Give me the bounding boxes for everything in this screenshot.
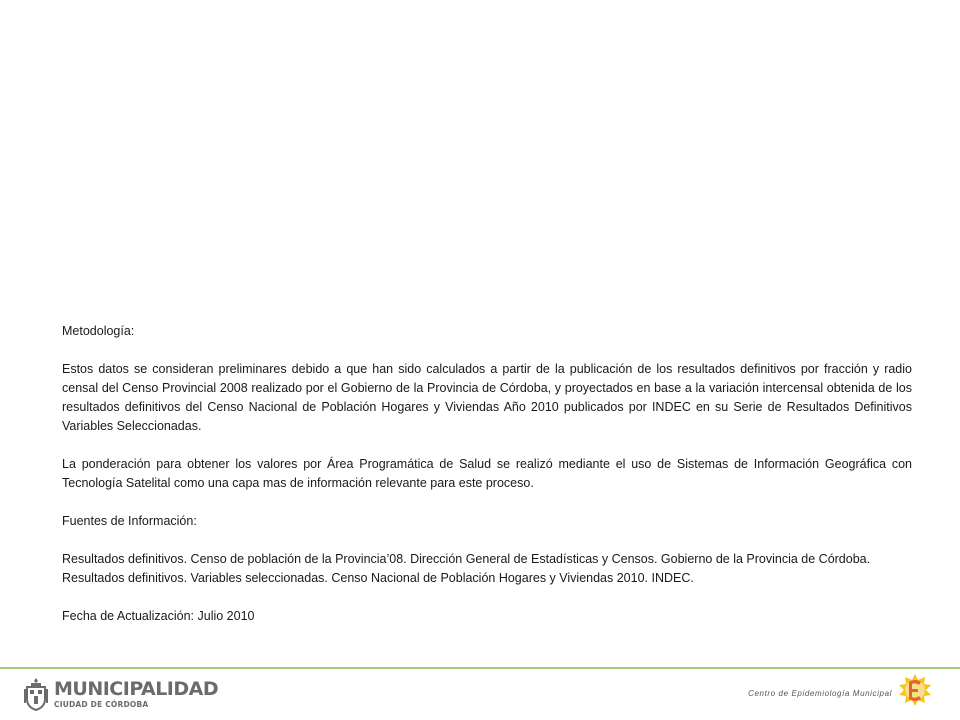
document-body (62, 322, 912, 645)
source-item: Resultados definitivos. Variables seleccionadas. Censo Nacional de Población Hogares y Viviendas 2010. INDEC. (62, 571, 694, 585)
logo-city: CIUDAD DE CÓRDOBA (54, 699, 149, 709)
footer-divider (0, 667, 960, 669)
methodology-paragraph-2: La ponderación para obtener los valores por Área Programática de Salud se realizó mediante el uso de Sistemas de Información Geográfica con Tecnología Satelital como una capa mas de información relevante para este proceso. (62, 457, 912, 490)
sources-list (62, 550, 912, 588)
epidemiology-center-emblem-icon (897, 672, 933, 708)
center-label: Centro de Epidemiología Municipal (748, 689, 892, 698)
source-item: Resultados definitivos. Censo de población de la Provincia’08. Dirección General de Estadísticas y Censos. Gobierno de la Provincia de Córdoba. (62, 552, 871, 566)
logo-name: MUNICIPALIDAD (54, 677, 219, 700)
city-crest-icon (24, 677, 48, 711)
sources-heading: Fuentes de Información: (62, 514, 197, 528)
municipalidad-logo (24, 676, 218, 712)
update-date: Fecha de Actualización: Julio 2010 (62, 609, 255, 623)
methodology-heading: Metodología: (62, 324, 135, 338)
methodology-paragraph-1: Estos datos se consideran preliminares debido a que han sido calculados a partir de la publicación de los resultados definitivos por fracción y radio censal del Censo Provincial 2008 realizado por el Gobierno de la Provincia de Córdoba, y proyectados en base a la variación intercensal obtenida de los resultados definitivos del Censo Nacional de Población Hogares y Viviendas Año 2010 publicados por INDEC en su Serie de Resultados Definitivos Variables Seleccionadas. (62, 362, 912, 433)
